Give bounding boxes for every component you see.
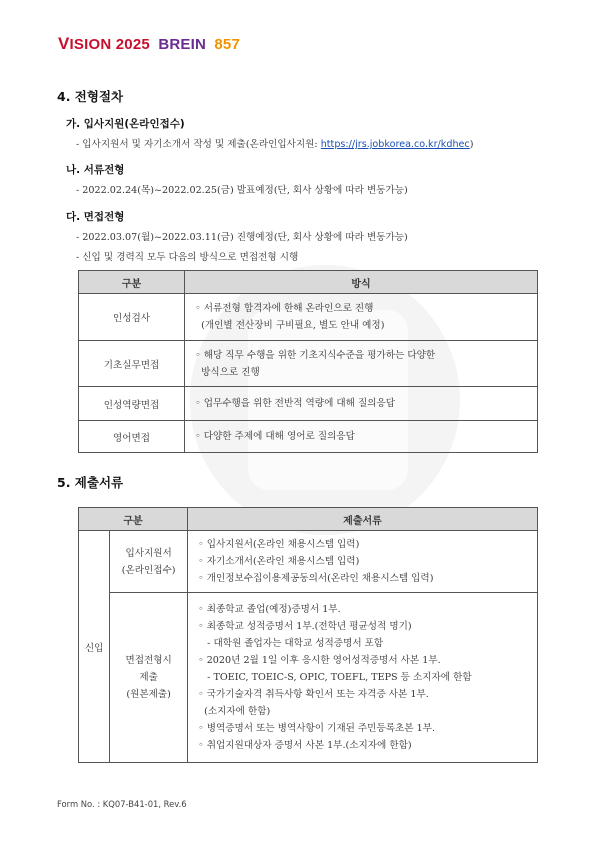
row-description: ◦ 해당 직무 수행을 위한 기초지식수준을 평가하는 다양한 방식으로 진행 [185,341,538,387]
row-category: 인성역량면접 [79,387,185,421]
row-description: ◦ 업무수행을 위한 전반적 역량에 대해 질의응답 [185,387,538,421]
table-row [79,341,538,387]
company-logo: VISION 2025 BREIN 857 [58,34,240,53]
row-category: 기초실무면접 [79,341,185,387]
subsection-a-line1: - 입사지원서 및 자기소개서 작성 및 제출(온라인입사지원: https://jrs.jobkorea.co.kr/kdhec) [76,139,474,150]
subsection-a-title: 가. 입사지원(온라인접수) [66,118,185,130]
section-4-title: 4. 전형절차 [57,89,124,104]
header-category: 구분 [79,271,185,294]
header-documents: 제출서류 [188,508,538,531]
group-newcomer: 신입 [79,531,110,763]
subsection-b-line1: - 2022.02.24(목)~2022.02.25(금) 발표예정(단, 회사 상황에 따라 변동가능) [76,185,408,196]
subsection-c-line2: - 신입 및 경력직 모두 다음의 방식으로 면접전형 시행 [76,252,299,263]
row-description: ◦ 다양한 주제에 대해 영어로 질의응답 [185,421,538,453]
row-category: 인성검사 [79,294,185,341]
header-category: 구분 [79,508,188,531]
subsection-b-title: 나. 서류전형 [66,164,125,176]
table-row [79,421,538,453]
row-category: 영어면접 [79,421,185,453]
table-row [79,387,538,421]
header-method: 방식 [185,271,538,294]
row-description: ◦ 서류전형 합격자에 한해 온라인으로 진행 (개인별 전산장비 구비필요, 별도 안내 예정) [185,294,538,341]
table-header-row [79,271,538,294]
table-row [79,531,538,593]
row-description: ◦ 입사지원서(온라인 채용시스템 입력) ◦ 자기소개서(온라인 채용시스템 입력) ◦ 개인정보수집이용제공동의서(온라인 채용시스템 입력) [188,531,538,593]
subsection-c-title: 다. 면접전형 [66,211,125,223]
jobkorea-link[interactable]: https://jrs.jobkorea.co.kr/kdhec [320,139,470,150]
form-number-footer: Form No. : KQ07-B41-01, Rev.6 [57,799,187,809]
section-5-title: 5. 제출서류 [57,475,124,490]
subsection-c-line1: - 2022.03.07(월)~2022.03.11(금) 진행예정(단, 회사 상황에 따라 변동가능) [76,232,408,243]
required-documents-table [78,507,538,763]
table-row [79,294,538,341]
row-category: 입사지원서 (온라인접수) [110,531,188,593]
interview-method-table [78,270,538,453]
row-description: ◦ 최종학교 졸업(예정)증명서 1부. ◦ 최종학교 성적증명서 1부.(전학년 평균성적 명기) - 대학원 졸업자는 대학교 성적증명서 포함 ◦ 2020년 2월 1일 이후 응시한 영어성적증명서 사본 1부. - TOEIC, TOEIC-S, OPIC, TOEFL, TEPS 등 소지자에 한함 ◦ 국가기술자격 취득사항 확인서 또는 자격증 사본 1부. (소지자에 한함) ◦ 병역증명서 또는 병역사항이 기재된 주민등록초본 1부. ◦ 취업지원대상자 증명서 사본 1부.(소지자에 한함) [188,593,538,763]
table-header-row [79,508,538,531]
table-row [79,593,538,763]
row-category: 면접전형시 제출 (원본제출) [110,593,188,763]
